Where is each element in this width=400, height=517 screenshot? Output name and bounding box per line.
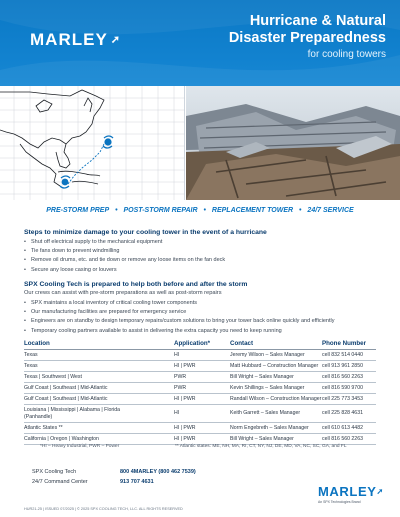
table-row bbox=[24, 394, 376, 405]
service-item-pre-storm: PRE-STORM PREP bbox=[46, 207, 110, 214]
phone-cell[interactable]: cell 816 560 2263 bbox=[322, 373, 363, 380]
footer-phone-main[interactable]: 800 4MARLEY (800 462 7539) bbox=[120, 469, 196, 475]
header-banner bbox=[0, 0, 400, 86]
table-row bbox=[24, 405, 376, 423]
column-header-contact: Contact bbox=[230, 340, 254, 348]
application-cell: HI bbox=[174, 351, 180, 358]
separator-dot: • bbox=[203, 207, 206, 214]
table-header-row bbox=[24, 340, 376, 350]
application-cell: HI | PWR bbox=[174, 362, 196, 369]
location-cell: Texas bbox=[24, 351, 38, 358]
contact-cell: Jeremy Wilson – Sales Manager bbox=[230, 351, 305, 358]
service-item-24-7: 24/7 SERVICE bbox=[307, 207, 354, 214]
footer-phone-command[interactable]: 913 707 4631 bbox=[120, 479, 154, 485]
table-row bbox=[24, 383, 376, 394]
contact-cell: Norm Engebreth – Sales Manager bbox=[230, 424, 309, 431]
hurricane-map-image bbox=[0, 86, 185, 200]
table-row bbox=[24, 361, 376, 372]
footer-command-center: 24/7 Command Center bbox=[32, 479, 88, 485]
brand-arrow-icon: ➚ bbox=[110, 34, 121, 46]
page-title bbox=[229, 13, 386, 63]
contact-cell: Keith Garrett – Sales Manager bbox=[230, 410, 301, 417]
list-item: • Engineers are on standby to design temporary repairs/custom solutions to bring your tower back online quickly and efficiently bbox=[24, 318, 335, 325]
list-item: • Shut off electrical supply to the mechanical equipment bbox=[24, 239, 163, 245]
photo-graphic bbox=[186, 86, 400, 200]
location-cell: Gulf Coast | Southeast | Mid-Atlantic bbox=[24, 384, 108, 391]
list-item: • Tie fans down to prevent windmilling bbox=[24, 248, 120, 255]
application-cell: PWR bbox=[174, 384, 187, 391]
application-cell: PWR bbox=[174, 373, 187, 380]
column-header-application: Application* bbox=[174, 340, 211, 348]
column-header-phone: Phone Number bbox=[322, 340, 367, 348]
location-cell: Atlantic States ** bbox=[24, 424, 63, 431]
service-banner bbox=[0, 207, 400, 221]
image-row bbox=[0, 86, 400, 200]
contact-cell: Bill Wright – Sales Manager bbox=[230, 435, 294, 442]
service-item-post-storm: POST-STORM REPAIR bbox=[123, 207, 198, 214]
location-cell: Louisiana | Mississippi | Alabama | Florida (Panhandle) bbox=[24, 406, 121, 420]
brand-name: MARLEY bbox=[30, 30, 108, 49]
brand-arrow-icon: ➚ bbox=[376, 487, 384, 496]
location-cell: Texas bbox=[24, 362, 38, 369]
damaged-cooling-tower-photo bbox=[186, 86, 400, 200]
table-row bbox=[24, 350, 376, 361]
contact-table bbox=[24, 340, 376, 445]
section-2-title: SPX Cooling Tech is prepared to help both before and after the storm bbox=[24, 281, 248, 288]
contact-cell: Bill Wright – Sales Manager bbox=[230, 373, 294, 380]
application-cell: HI | PWR bbox=[174, 395, 196, 402]
title-line-1: Hurricane & Natural bbox=[249, 13, 386, 29]
section-2-list bbox=[24, 299, 334, 336]
section-2-subtitle: Our crews can assist with pre-storm preparations as well as post-storm repairs bbox=[24, 290, 222, 296]
location-cell: Texas | Southwest | West bbox=[24, 373, 82, 380]
application-cell: HI bbox=[174, 410, 180, 417]
footer-company: SPX Cooling Tech bbox=[32, 469, 77, 475]
contact-cell: Kevin Shillings – Sales Manager bbox=[230, 384, 305, 391]
contact-cell: Randall Wilson – Construction Manager bbox=[230, 395, 322, 402]
atlantic-states-footnote: ** Atlantic states: ME, NH, MA, RI, CT, NY, NJ, DE, MD, VA, NC, SC, GA, and FL bbox=[175, 444, 347, 449]
list-item: • Our manufacturing facilities are prepared for emergency service bbox=[24, 309, 187, 316]
phone-cell[interactable]: cell 816 560 2263 bbox=[322, 435, 363, 442]
phone-cell[interactable]: cell 225 773 3453 bbox=[322, 395, 363, 402]
footer-logo-text: MARLEY bbox=[318, 484, 377, 499]
page-subtitle: for cooling towers bbox=[307, 49, 386, 60]
table-row bbox=[24, 423, 376, 434]
phone-cell[interactable]: cell 225 828 4631 bbox=[322, 410, 363, 417]
copyright-text: HUR21-25 | ISSUED 07/2025 | © 2025 SPX COOLING TECH, LLC. ALL RIGHTS RESERVED bbox=[24, 507, 183, 511]
section-1-list bbox=[24, 238, 225, 275]
phone-cell[interactable]: cell 816 590 9700 bbox=[322, 384, 363, 391]
application-footnote: *HI – Heavy Industrial, PWR – Power bbox=[40, 444, 120, 449]
footer-logo-tagline: An SPX Technologies Brand bbox=[318, 500, 361, 504]
list-item: • Secure any loose casing or louvers bbox=[24, 266, 117, 273]
marley-footer-logo bbox=[318, 483, 384, 504]
marley-logo bbox=[30, 30, 121, 50]
list-item: • Remove oil drums, etc. and tie down or remove any loose items on the fan deck bbox=[24, 257, 226, 264]
title-line-2: Disaster Preparedness bbox=[228, 30, 386, 46]
list-item: • SPX maintains a local inventory of critical cooling tower components bbox=[24, 300, 197, 306]
table-row bbox=[24, 372, 376, 383]
column-header-location: Location bbox=[24, 340, 50, 348]
service-item-replacement: REPLACEMENT TOWER bbox=[211, 207, 294, 214]
separator-dot: • bbox=[299, 207, 302, 214]
phone-cell[interactable]: cell 610 613 4482 bbox=[322, 424, 363, 431]
section-1-title: Steps to minimize damage to your cooling tower in the event of a hurricane bbox=[24, 229, 267, 236]
application-cell: HI | PWR bbox=[174, 424, 196, 431]
location-cell: Gulf Coast | Southeast | Mid-Atlantic bbox=[24, 395, 108, 402]
location-cell: California | Oregon | Washington bbox=[24, 435, 99, 442]
separator-dot: • bbox=[115, 207, 118, 214]
contact-cell: Matt Hubbard – Construction Manager bbox=[230, 362, 319, 369]
map-graphic bbox=[0, 86, 185, 200]
phone-cell[interactable]: cell 913 961 2850 bbox=[322, 362, 363, 369]
list-item: • Temporary cooling partners available to assist in delivering the extra capacity you need to keep running bbox=[24, 327, 282, 334]
phone-cell[interactable]: cell 832 514 0440 bbox=[322, 351, 363, 358]
application-cell: HI | PWR bbox=[174, 435, 196, 442]
